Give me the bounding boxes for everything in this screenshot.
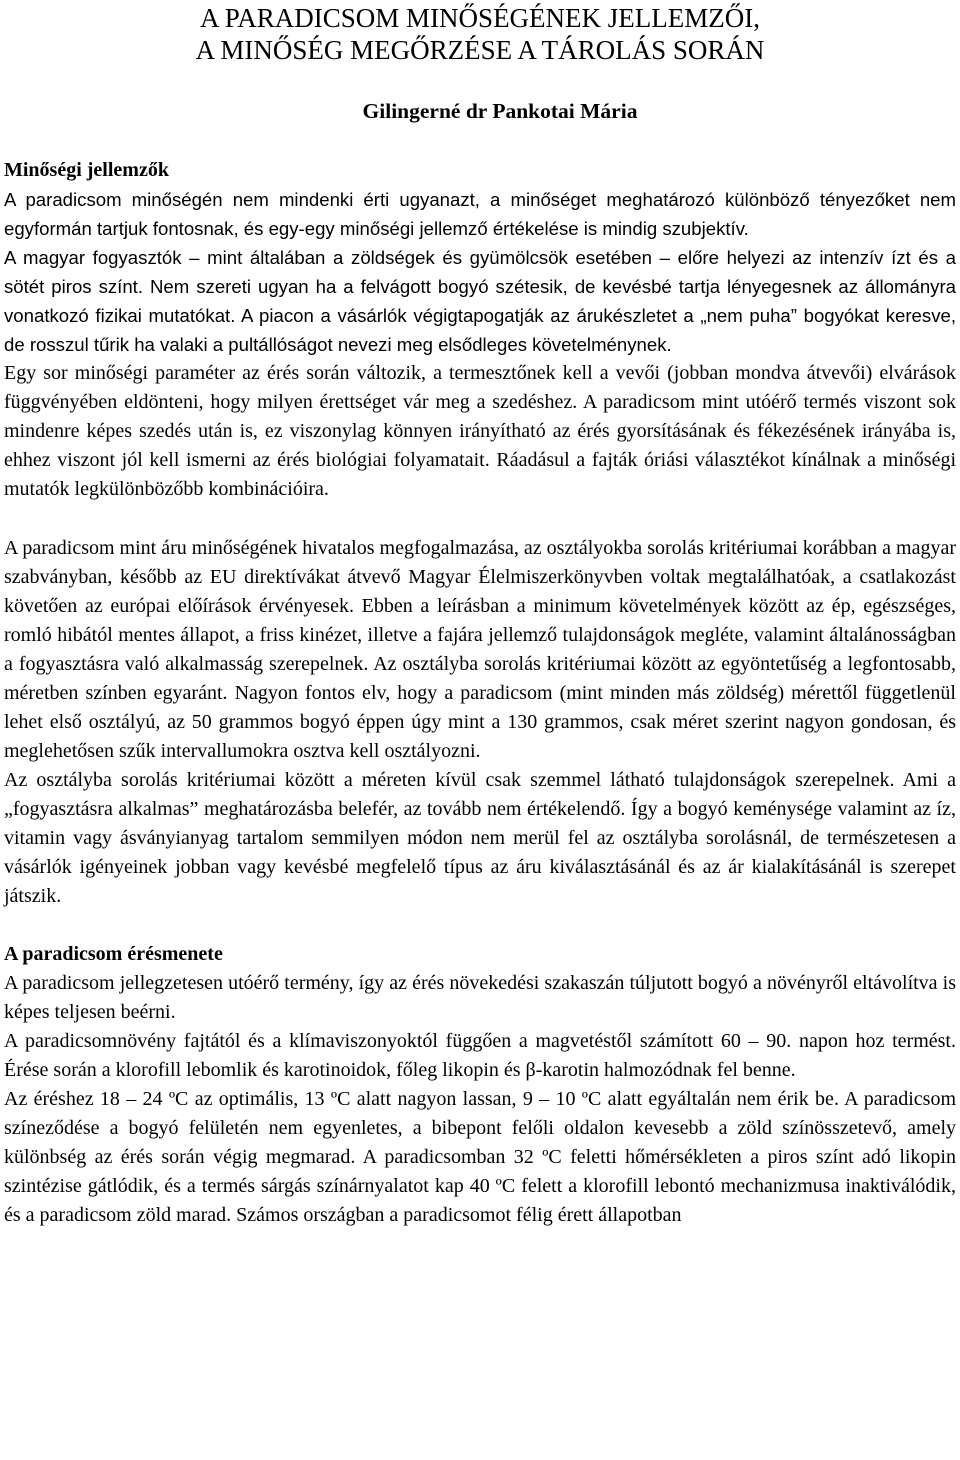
- document-title-line-2: A MINŐSÉG MEGŐRZÉSE A TÁROLÁS SORÁN: [195, 35, 765, 65]
- document-author: Gilingerné dr Pankotai Mária: [362, 99, 638, 123]
- paragraph-ripening-parameters: Egy sor minőségi paraméter az érés során változik, a termesztőnek kell a vevői (jobban mondva átvevői) elvárások függvényében eldönteni, hogy milyen érettséget vár meg a szedéshez. A paradicsom mint utóérő termés viszont sok mindenre képes szedés után is, ez viszonylag könnyen irányítható az érés gyorsításának és fékezésének irányába is, ehhez viszont jól kell ismerni az érés biológiai folyamatait. Ráadásul a fajták óriási választékot kínálnak a minőségi mutatók legkülönbözőbb kombinációira.: [4, 362, 956, 500]
- serif-paragraph-group: [4, 359, 956, 1230]
- paragraph-classification-criteria: Az osztályba sorolás kritériumai között a méreten kívül csak szemmel látható tulajdonságok szerepelnek. Ami a „fogyasztásra alkalmas” meghatározásba belefér, az tovább nem értékelendő. Így a bogyó keménysége valamint az íz, vitamin vagy ásványianyag tartalom semmilyen módon nem merül fel az osztályba sorolásnál, de természetesen a vásárlók igényeinek jobban vagy kevésbé megfelelő típus az áru kiválasztásánál és az ár kialakításánál is szerepet játszik.: [4, 769, 956, 907]
- paragraph-temperature: Az éréshez 18 – 24 ºC az optimális, 13 ºC alatt nagyon lassan, 9 – 10 ºC alatt egyáltalán nem érik be. A paradicsom színeződése a bogyó felületén nem egyenletes, a bibepont felőli oldalon kevesebb a zöld színösszetevő, amely különbség az érés során végig megmarad. A paradicsomban 32 ºC feletti hőmérsékleten a piros színt adó likopin szintézise gátlódik, és a termés sárgás színárnyalatot kap 40 ºC felett a klorofill lebontó mechanizmusa inaktiválódik, és a paradicsom zöld marad. Számos országban a paradicsomot félig érett állapotban: [4, 1088, 956, 1226]
- document-body: [4, 156, 956, 1230]
- paragraph-post-harvest-ripening: A paradicsom jellegzetesen utóérő termény, így az érés növekedési szakaszán túljutott bogyó a növényről eltávolítva is képes teljesen beérni.: [4, 972, 956, 1023]
- section-heading-ripening-process: A paradicsom érésmenete: [4, 943, 223, 965]
- paragraph-intro: A paradicsom minőségén nem mindenki érti ugyanazt, a minőséget meghatározó különböző tényezőket nem egyformán tartjuk fontosnak, és egy-egy minőségi jellemző értékelése is mindig szubjektív.: [4, 189, 956, 239]
- paragraph-spacer: [4, 504, 956, 534]
- paragraph-fruiting-time: A paradicsomnövény fajtától és a klímaviszonyoktól függően a magvetéstől számított 60 – 90. napon hoz termést. Érése során a klorofill lebomlik és karotinoidok, főleg likopin és β-karotin halmozódnak fel benne.: [4, 1030, 956, 1081]
- paragraph-official-standards: A paradicsom mint áru minőségének hivatalos megfogalmazása, az osztályokba sorolás kritériumai korábban a magyar szabványban, később az EU direktívákat átvevő Magyar Élelmiszerkönyvben voltak megtalálhatóak, a csatlakozást követően az európai előírások érvényesek. Ebben a leírásban a minimum követelmények között az ép, egészséges, romló hibától mentes állapot, a friss kinézet, illetve a fajára jellemző tulajdonságok megléte, valamint általánosságban a fogyasztásra való alkalmasság szerepelnek. Az osztályba sorolás kritériumai között az egyöntetűség a legfontosabb, méretben színben egyaránt. Nagyon fontos elv, hogy a paradicsom (mint minden más zöldség) mérettől függetlenül lehet első osztályú, az 50 grammos bogyó éppen úgy mint a 130 grammos, csak méret szerint nagyon gondosan, és meglehetősen szűk intervallumokra osztva kell osztályozni.: [4, 537, 956, 762]
- section-heading-quality-characteristics: Minőségi jellemzők: [4, 159, 169, 181]
- document-title-line-1: A PARADICSOM MINŐSÉGÉNEK JELLEMZŐI,: [199, 3, 761, 33]
- sans-paragraph-group: [4, 185, 956, 359]
- section-spacer: [4, 911, 956, 940]
- paragraph-consumers: A magyar fogyasztók – mint általában a zöldségek és gyümölcsök esetében – előre helyezi az intenzív ízt és a sötét piros színt. Nem szereti ugyan ha a felvágott bogyó szétesik, de kevésbé tartja lényegesnek az állományra vonatkozó fizikai mutatókat. A piacon a vásárlók végigtapogatják az árukészletet a „nem puha” bogyókat keresve, de rosszul tűrik ha valaki a pultállóságot nevezi meg elsődleges követelménynek.: [4, 247, 956, 355]
